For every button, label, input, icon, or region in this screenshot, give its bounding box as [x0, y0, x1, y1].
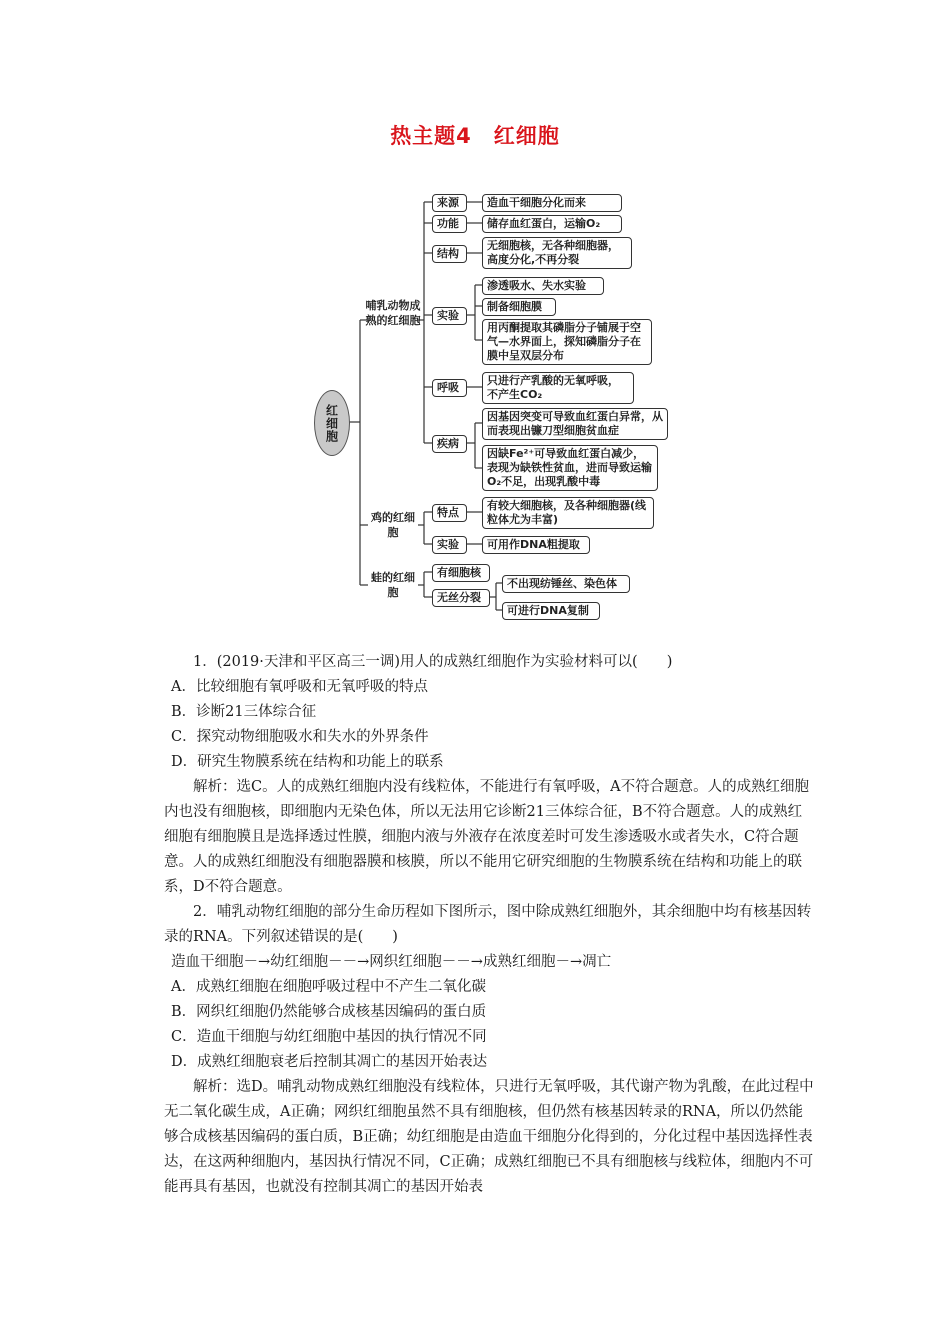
- question-1: [164, 650, 814, 1200]
- branch-mammal: 哺乳动物成熟的红细胞: [365, 299, 421, 327]
- option-a: A．比较细胞有氧呼吸和无氧呼吸的特点: [171, 679, 428, 695]
- node-detail: 只进行产乳酸的无氧呼吸，不产生CO₂: [482, 372, 634, 404]
- option-b: B．诊断21三体综合征: [171, 704, 317, 720]
- node-detail: 制备细胞膜: [482, 298, 556, 316]
- option-d: D．成熟红细胞衰老后控制其凋亡的基因开始表达: [171, 1054, 488, 1070]
- question-stem: 1．(2019·天津和平区高三一调)用人的成熟红细胞作为实验材料可以( ): [193, 654, 673, 670]
- node-label: 无丝分裂: [432, 589, 490, 607]
- analysis-text: 解析：选D。哺乳动物成熟红细胞没有线粒体，只进行无氧呼吸，其代谢产物为乳酸，在此过程中无二氧化碳生成，A正确；网织红细胞虽然不具有细胞核，但仍然有核基因转录的RNA，所以仍然能够合成核基因编码的蛋白质，B正确；幼红细胞是由造血干细胞分化得到的，分化过程中基因选择性表达，在这两种细胞内，基因执行情况不同，C正确；成熟红细胞已不具有细胞核与线粒体，细胞内不可能再具有基因，也就没有控制其凋亡的基因开始表: [164, 1079, 814, 1195]
- page-title: 热主题4 红细胞: [390, 124, 560, 148]
- node-detail: 储存血红蛋白，运输O₂: [482, 215, 622, 233]
- node-label: 呼吸: [432, 379, 467, 397]
- node-detail: 可用作DNA粗提取: [482, 536, 590, 554]
- node-detail: 不出现纺锤丝、染色体: [502, 575, 630, 593]
- option-c: C．造血干细胞与幼红细胞中基因的执行情况不同: [171, 1029, 487, 1045]
- node-detail: 造血干细胞分化而来: [482, 194, 622, 212]
- node-label: 来源: [432, 194, 467, 212]
- process-flow: 造血干细胞－→幼红细胞－－→网织红细胞－－→成熟红细胞－→凋亡: [171, 954, 612, 970]
- node-label: 实验: [432, 536, 467, 554]
- option-a: A．成熟红细胞在细胞呼吸过程中不产生二氧化碳: [171, 979, 486, 995]
- question-stem: 2．哺乳动物红细胞的部分生命历程如下图所示，图中除成熟红细胞外，其余细胞中均有核基因转录的RNA。下列叙述错误的是( ): [164, 904, 812, 945]
- branch-chicken: 鸡的红细胞: [371, 511, 415, 539]
- node-label: 特点: [432, 504, 467, 522]
- root-node: 红细胞: [314, 390, 350, 456]
- node-label: 有细胞核: [432, 564, 490, 582]
- option-c: C．探究动物细胞吸水和失水的外界条件: [171, 729, 429, 745]
- node-detail: 因基因突变可导致血红蛋白异常，从而表现出镰刀型细胞贫血症: [482, 408, 668, 440]
- node-detail: 可进行DNA复制: [502, 602, 600, 620]
- node-detail: 无细胞核，无各种细胞器，高度分化,不再分裂: [482, 237, 632, 269]
- branch-frog: 蛙的红细胞: [371, 571, 415, 599]
- option-b: B．网织红细胞仍然能够合成核基因编码的蛋白质: [171, 1004, 487, 1020]
- node-detail: 有较大细胞核，及各种细胞器(线粒体尤为丰富): [482, 497, 654, 529]
- node-detail: 用丙酮提取其磷脂分子铺展于空气—水界面上，探知磷脂分子在膜中呈双层分布: [482, 319, 652, 365]
- node-label: 功能: [432, 215, 467, 233]
- node-detail: 渗透吸水、失水实验: [482, 277, 604, 295]
- node-label: 实验: [432, 307, 467, 325]
- node-detail: 因缺Fe²⁺可导致血红蛋白减少，表现为缺铁性贫血，进而导致运输O₂不足，出现乳酸中毒: [482, 445, 658, 491]
- node-label: 结构: [432, 245, 467, 263]
- node-label: 疾病: [432, 435, 467, 453]
- concept-map: [310, 190, 670, 630]
- option-d: D．研究生物膜系统在结构和功能上的联系: [171, 754, 444, 770]
- analysis-text: 解析：选C。人的成熟红细胞内没有线粒体，不能进行有氧呼吸，A不符合题意。人的成熟红细胞内也没有细胞核，即细胞内无染色体，所以无法用它诊断21三体综合征，B不符合题意。人的成熟红细胞有细胞膜且是选择透过性膜，细胞内液与外液存在浓度差时可发生渗透吸水或者失水，C符合题意。人的成熟红细胞没有细胞器膜和核膜，所以不能用它研究细胞的生物膜系统在结构和功能上的联系，D不符合题意。: [164, 779, 810, 895]
